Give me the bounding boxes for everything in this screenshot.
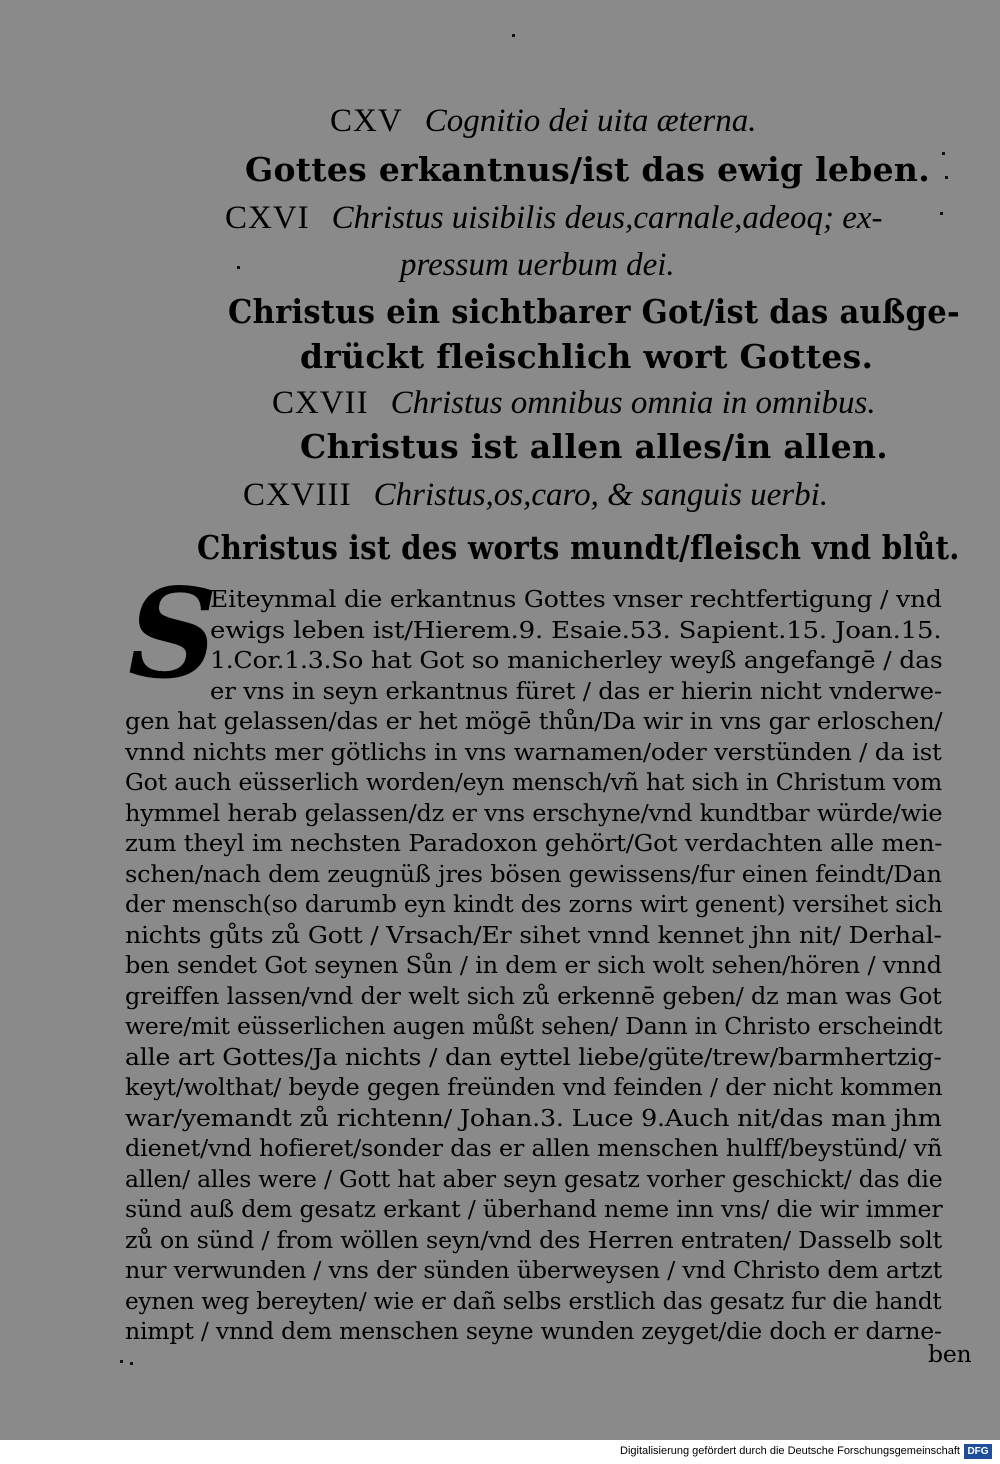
footer-bar (0, 1440, 1000, 1464)
heading-latin-cxv (330, 103, 757, 140)
body-line: er vns in seyn erkantnus füret / das er hierin nicht vnderwe- (210, 676, 942, 705)
heading-german-cxviii: Christus ist des worts mundt/fleisch vnd blůt. (197, 528, 960, 567)
body-line: schen/nach dem zeugnüß jres bösen gewissens/fur einen feindt/Dan (125, 859, 942, 888)
body-line: der mensch(so darumb eyn kindt des zorns wirt genent) versihet sich (125, 890, 943, 918)
body-line: sünd auß dem gesatz erkant / überhand neme inn vns/ die wir immer (125, 1195, 943, 1223)
body-line: keyt/wolthat/ beyde gegen freünden vnd feinden / der nicht kommen (125, 1073, 943, 1101)
funding-notice: Digitalisierung gefördert durch die Deutsche Forschungsgemeinschaft (620, 1445, 960, 1457)
heading-latin-text: Christus omnibus omnia in omnibus. (390, 385, 876, 421)
heading-number: CXVIII (243, 477, 352, 513)
body-line: alle art Gottes/Ja nichts / dan eyttel liebe/güte/trew/barmhertzig- (125, 1042, 942, 1071)
body-line: zum theyl im nechsten Paradoxon gehört/Got verdachten alle men- (125, 829, 943, 857)
heading-number: CXVI (225, 200, 310, 236)
heading-german-cxvi-cont: drückt fleischlich wort Gottes. (300, 337, 874, 376)
heading-latin-text: Christus,os,caro, & sanguis uerbi. (373, 477, 829, 513)
body-line: gen hat gelassen/das er het mögē thůn/Da wir in vns gar erloschen/ (125, 707, 943, 735)
print-speck (512, 34, 515, 37)
heading-latin-cxvii (272, 385, 876, 422)
body-line: nichts gůts zů Gott / Vrsach/Er sihet vnnd kennet jhn nit/ Derhal- (125, 920, 942, 949)
heading-latin-text: Cognitio dei uita æterna. (424, 103, 757, 139)
body-line: Got auch eüsserlich worden/eyn mensch/vñ hat sich in Christum vom (125, 768, 943, 796)
body-line: hymmel herab gelassen/dz er vns erschyne/vnd kundtbar würde/wie (125, 798, 943, 827)
body-line: nimpt / vnnd dem menschen seyne wunden zeyget/die doch er darne- (125, 1317, 942, 1345)
body-line: eynen weg bereyten/ wie er dañ selbs erstlich das gesatz fur die handt (125, 1286, 942, 1315)
heading-latin-text: Christus uisibilis deus,carnale,adeoq; ex- (331, 200, 883, 236)
heading-german-cxvii: Christus ist allen alles/in allen. (300, 427, 889, 466)
heading-german-cxv: Gottes erkantnus/ist das ewig leben. (245, 150, 930, 189)
body-line: allen/ alles were / Gott hat aber seyn gesatz vorher geschickt/ das die (125, 1164, 943, 1193)
body-line: 1.Cor.1.3.So hat Got so manicherley weyß angefangē / das (210, 646, 943, 674)
heading-german-cxvi: Christus ein sichtbarer Got/ist das außge- (228, 292, 960, 331)
body-line: vnnd nichts mer götlichs in vns warnamen/oder verstünden / da ist (125, 737, 942, 766)
decorative-initial: S (128, 562, 218, 707)
heading-latin-text: pressum uerbum dei. (400, 247, 675, 283)
print-speck (130, 1362, 133, 1365)
heading-number: CXVII (272, 385, 369, 421)
body-line: were/mit eüsserlichen augen můßt sehen/ Dann in Christo erscheindt (125, 1012, 943, 1040)
print-speck (945, 176, 948, 179)
body-line: war/yemandt zů richtenn/ Johan.3. Luce 9.Auch nit/das man jhm (125, 1103, 942, 1132)
print-speck (940, 212, 943, 215)
dfg-logo: DFG (964, 1444, 992, 1459)
heading-latin-cxviii (243, 477, 828, 514)
print-speck (237, 266, 240, 269)
heading-latin-cxvi-cont (400, 247, 675, 284)
body-line: Eiteynmal die erkantnus Gottes vnser rechtfertigung / vnd (210, 585, 942, 613)
body-line: ben sendet Got seynen Sůn / in dem er sich wolt sehen/hören / vnnd (125, 951, 942, 979)
catchword: ben (928, 1340, 972, 1368)
print-speck (120, 1360, 123, 1363)
body-line: nur verwunden / vns der sünden überweysen / vnd Christo dem artzt (125, 1256, 942, 1284)
body-line: ewigs leben ist/Hierem.9. Esaie.53. Sapient.15. Joan.15. (210, 615, 942, 644)
heading-number: CXV (330, 103, 403, 139)
body-line: zů on sünd / from wöllen seyn/vnd des Herren entraten/ Dasselb solt (125, 1225, 942, 1254)
body-line: greiffen lassen/vnd der welt sich zů erkennē geben/ dz man was Got (125, 981, 942, 1010)
body-line: dienet/vnd hofieret/sonder das er allen menschen hulff/beystünd/ vñ (125, 1134, 943, 1162)
heading-latin-cxvi (225, 200, 883, 237)
print-speck (942, 152, 945, 155)
